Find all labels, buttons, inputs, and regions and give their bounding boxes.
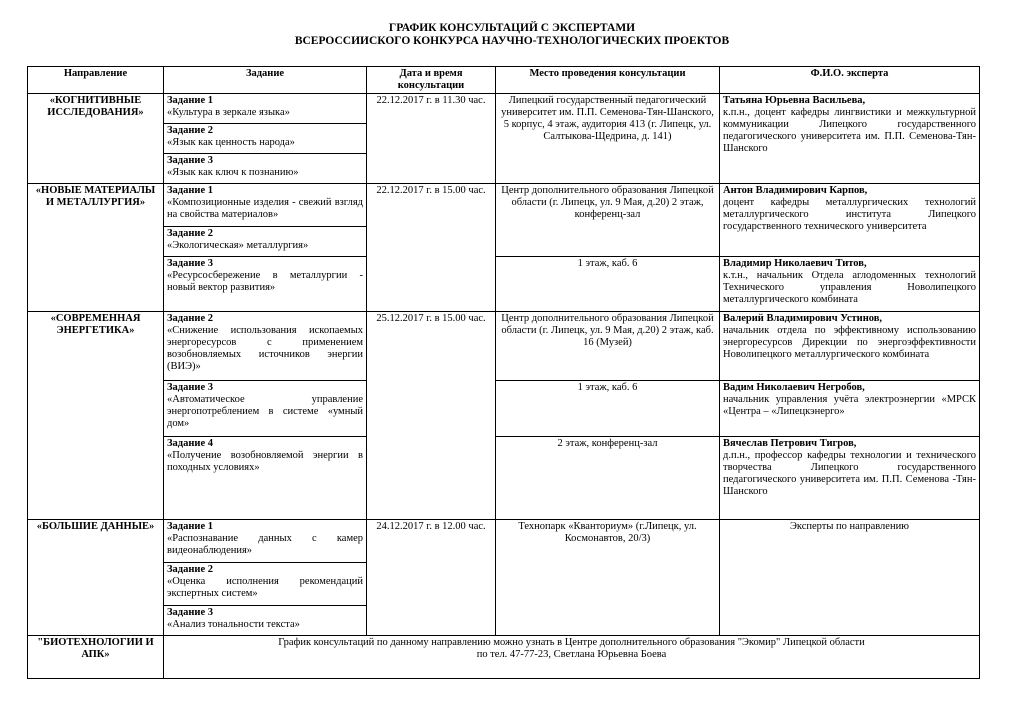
place-cell: Липецкий государственный педагогический университет им. П.П. Семенова-Тян-Шанского, 5 корпус, 4 этаж, аудитория 413 (г. Липецк, ул. Салтыкова-Щедрина, д. 141) xyxy=(496,94,720,184)
header-expert: Ф.И.О. эксперта xyxy=(720,67,980,94)
biotech-note-line-2: по тел. 47-77-23, Светлана Юрьевна Боева xyxy=(476,649,667,660)
expert-cell xyxy=(720,312,980,381)
datetime-cell: 24.12.2017 г. в 12.00 час. xyxy=(367,520,496,636)
task-text: «Композиционные изделия - свежий взгляд на свойства материалов» xyxy=(167,197,363,220)
datetime-cell: 25.12.2017 г. в 15.00 час. xyxy=(367,312,496,520)
title-line-2: ВСЕРОССИИСКОГО КОНКУРСА НАУЧНО-ТЕХНОЛОГИЧЕСКИХ ПРОЕКТОВ xyxy=(294,35,730,47)
direction-big-data: «БОЛЬШИЕ ДАННЫЕ» xyxy=(28,520,164,636)
table-header-row xyxy=(28,67,980,94)
task-number: Задание 1 xyxy=(167,521,213,532)
header-place: Место проведения консультации xyxy=(496,67,720,94)
expert-cell xyxy=(720,381,980,437)
task-number: Задание 2 xyxy=(167,564,213,575)
datetime-cell: 22.12.2017 г. в 11.30 час. xyxy=(367,94,496,184)
task-cell xyxy=(164,124,367,154)
table-row xyxy=(28,520,980,563)
datetime-cell: 22.12.2017 г. в 15.00 час. xyxy=(367,184,496,312)
expert-description: д.п.н., профессор кафедры технологии и технического творчества Липецкого государственного педагогического университета им. П.П. Семенова -Тян-Шанского xyxy=(723,450,976,497)
task-text: «Ресурсосбережение в металлургии - новый вектор развития» xyxy=(167,270,363,293)
task-number: Задание 1 xyxy=(167,185,213,196)
task-text: «Анализ тональности текста» xyxy=(167,619,300,630)
task-text: «Культура в зеркале языка» xyxy=(167,107,290,118)
expert-name: Вячеслав Петрович Тигров, xyxy=(723,438,857,449)
task-text: «Автоматическое управление энергопотреблением в системе «умный дом» xyxy=(167,394,363,429)
task-cell xyxy=(164,312,367,381)
direction-materials: «НОВЫЕ МАТЕРИАЛЫ И МЕТАЛЛУРГИЯ» xyxy=(28,184,164,312)
table-row xyxy=(28,94,980,124)
task-text: «Язык как ценность народа» xyxy=(167,137,295,148)
expert-description: к.т.н., начальник Отдела аглодоменных технологий Технического управления Новолипецкого металлургического комбината xyxy=(723,270,976,305)
task-number: Задание 2 xyxy=(167,313,213,324)
task-text: «Снижение использования ископаемых энергоресурсов с применением возобновляемых источников энергии (ВИЭ)» xyxy=(167,325,363,372)
task-number: Задание 3 xyxy=(167,258,213,269)
task-number: Задание 4 xyxy=(167,438,213,449)
task-cell xyxy=(164,154,367,184)
place-cell: Центр дополнительного образования Липецкой области (г. Липецк, ул. 9 Мая, д.20) 2 этаж, конференц-зал xyxy=(496,184,720,257)
table-row xyxy=(28,437,980,520)
task-text: «Язык как ключ к познанию» xyxy=(167,167,299,178)
expert-description: начальник отдела по эффективному использованию энергоресурсов Дирекции по энергоэффективности Новолипецкого металлургического комбината xyxy=(723,325,976,360)
task-cell xyxy=(164,606,367,636)
place-cell: Центр дополнительного образования Липецкой области (г. Липецк, ул. 9 Мая, д.20) 2 этаж, каб. 16 (Музей) xyxy=(496,312,720,381)
place-cell: 1 этаж, каб. 6 xyxy=(496,257,720,312)
expert-description: к.п.н., доцент кафедры лингвистики и межкультурной коммуникации Липецкого государственного педагогического университета им. П.П. Семенова-Тян-Шанского xyxy=(723,107,976,154)
task-number: Задание 3 xyxy=(167,382,213,393)
expert-cell xyxy=(720,257,980,312)
task-number: Задание 2 xyxy=(167,125,213,136)
task-text: «Распознавание данных с камер видеонаблюдения» xyxy=(167,533,363,556)
task-cell xyxy=(164,437,367,520)
biotech-note-line-1: График консультаций по данному направлению можно узнать в Центре дополнительного образования "Экомир" Липецкой области xyxy=(278,637,865,648)
biotech-note-cell xyxy=(164,636,980,679)
header-task: Задание xyxy=(164,67,367,94)
expert-cell xyxy=(720,94,980,184)
place-cell: 1 этаж, каб. 6 xyxy=(496,381,720,437)
table-row xyxy=(28,184,980,227)
task-text: «Экологическая» металлургия» xyxy=(167,240,309,251)
expert-name: Вадим Николаевич Негробов, xyxy=(723,382,865,393)
direction-energy: «СОВРЕМЕННАЯ ЭНЕРГЕТИКА» xyxy=(28,312,164,520)
expert-cell xyxy=(720,437,980,520)
consultation-schedule-table xyxy=(27,66,980,679)
title-line-1: ГРАФИК КОНСУЛЬТАЦИЙ С ЭКСПЕРТАМИ xyxy=(388,22,636,34)
table-row xyxy=(28,312,980,381)
direction-cognitive: «КОГНИТИВНЫЕ ИССЛЕДОВАНИЯ» xyxy=(28,94,164,184)
task-cell xyxy=(164,563,367,606)
task-cell xyxy=(164,257,367,312)
table-row xyxy=(28,636,980,679)
place-cell: Технопарк «Кванториум» (г.Липецк, ул. Космонавтов, 20/3) xyxy=(496,520,720,636)
task-cell xyxy=(164,381,367,437)
place-cell: 2 этаж, конференц-зал xyxy=(496,437,720,520)
task-text: «Получение возобновляемой энергии в походных условиях» xyxy=(167,450,363,473)
document-title xyxy=(0,22,1024,48)
expert-cell: Эксперты по направлению xyxy=(720,520,980,636)
expert-name: Антон Владимирович Карпов, xyxy=(723,185,868,196)
table-row xyxy=(28,257,980,312)
direction-biotech: "БИОТЕХНОЛОГИИ И АПК» xyxy=(28,636,164,679)
header-direction: Направление xyxy=(28,67,164,94)
expert-description: доцент кафедры металлургических технологий металлургического института Липецкого государственного технического университета xyxy=(723,197,976,232)
expert-name: Татьяна Юрьевна Васильева, xyxy=(723,95,866,106)
task-text: «Оценка исполнения рекомендаций экспертных систем» xyxy=(167,576,363,599)
task-number: Задание 1 xyxy=(167,95,213,106)
task-number: Задание 3 xyxy=(167,607,213,618)
expert-name: Валерий Владимирович Устинов, xyxy=(723,313,883,324)
table-row xyxy=(28,381,980,437)
task-number: Задание 3 xyxy=(167,155,213,166)
task-cell xyxy=(164,520,367,563)
expert-name: Владимир Николаевич Титов, xyxy=(723,258,867,269)
task-cell xyxy=(164,184,367,227)
expert-cell xyxy=(720,184,980,257)
expert-description: начальник управления учёта электроэнергии «МРСК «Центра – «Липецкэнерго» xyxy=(723,394,976,417)
task-cell xyxy=(164,227,367,257)
header-datetime: Дата и время консультации xyxy=(367,67,496,94)
task-number: Задание 2 xyxy=(167,228,213,239)
task-cell xyxy=(164,94,367,124)
